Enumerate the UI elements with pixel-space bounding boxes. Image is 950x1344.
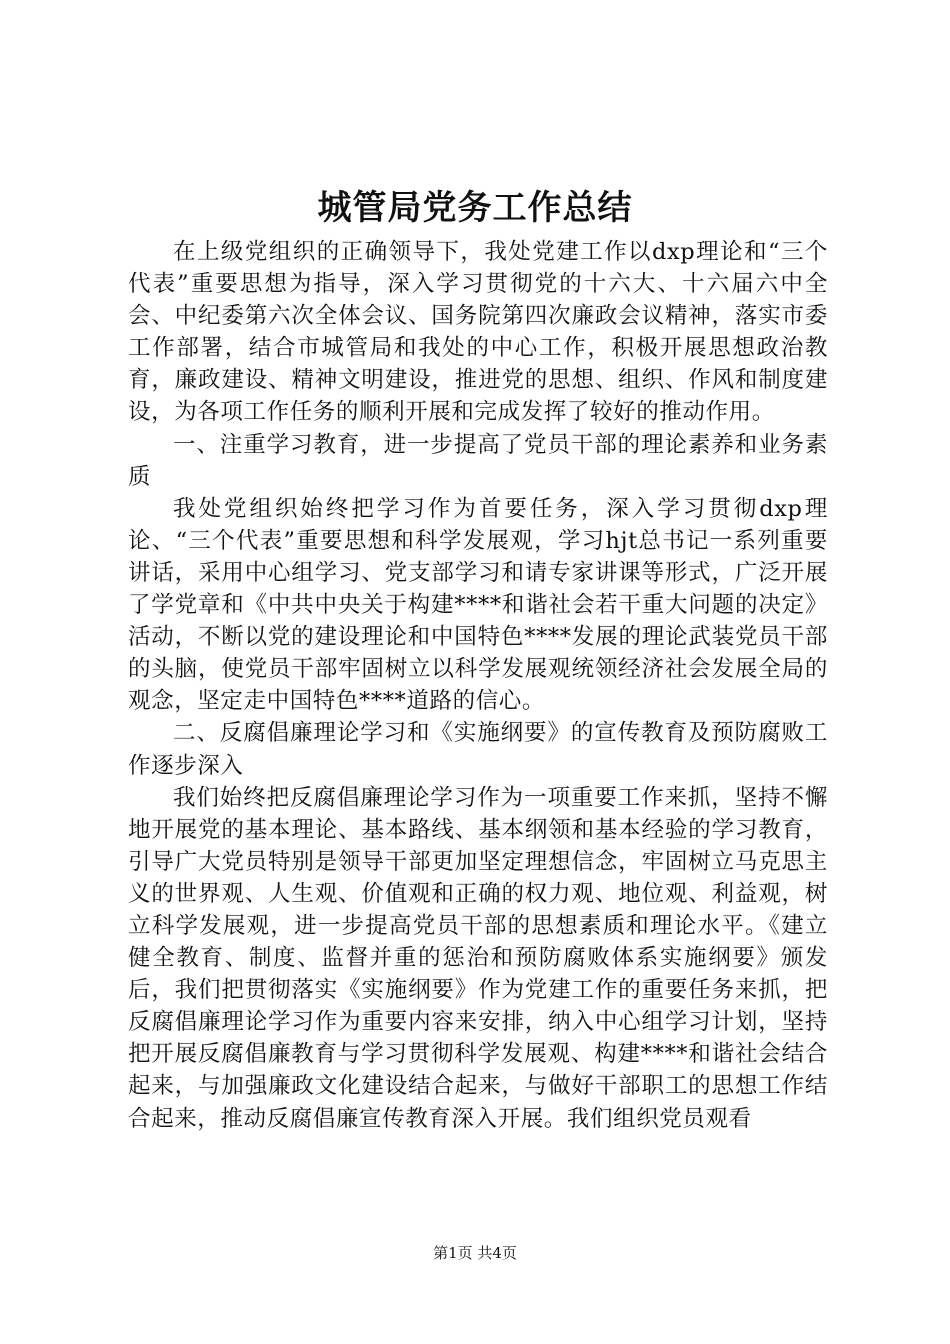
page-number: 第1页 共4页 [433,1244,517,1262]
section-paragraph-1: 我处党组织始终把学习作为首要任务，深入学习贯彻dxp理论、“三个代表”重要思想和科学发展观，学习hjt总书记一系列重要讲话，采用中心组学习、党支部学习和请专家讲课等形式，广泛开展了学党章和《中共中央关于构建****和谐社会若干重大问题的决定》活动，不断以党的建设理论和中国特色****发展的理论武装党员干部的头脑，使党员干部牢固树立以科学发展观统领经济社会发展全局的观念，坚定走中国特色****道路的信心。 [128,495,828,715]
section-heading-1: 一、注重学习教育，进一步提高了党员干部的理论素养和业务素质 [128,431,828,490]
intro-paragraph: 在上级党组织的正确领导下，我处党建工作以dxp理论和“三个代表”重要思想为指导，深入学习贯彻党的十六大、十六届六中全会、中纪委第六次全体会议、国务院第四次廉政会议精神，落实市委工作部署，结合市城管局和我处的中心工作，积极开展思想政治教育，廉政建设、精神文明建设，推进党的思想、组织、作风和制度建设，为各项工作任务的顺利开展和完成发挥了较好的推动作用。 [128,239,828,426]
section-paragraph-2: 我们始终把反腐倡廉理论学习作为一项重要工作来抓，坚持不懈地开展党的基本理论、基本路线、基本纲领和基本经验的学习教育，引导广大党员特别是领导干部更加坚定理想信念，牢固树立马克思主义的世界观、人生观、价值观和正确的权力观、地位观、利益观，树立科学发展观，进一步提高党员干部的思想素质和理论水平。《建立健全教育、制度、监督并重的惩治和预防腐败体系实施纲要》颁发后，我们把贯彻落实《实施纲要》作为党建工作的重要任务来抓，把反腐倡廉理论学习作为重要内容来安排，纳入中心组学习计划，坚持把开展反腐倡廉教育与学习贯彻科学发展观、构建****和谐社会结合起来，与加强廉政文化建设结合起来，与做好干部职工的思想工作结合起来，推动反腐倡廉宣传教育深入开展。我们组织党员观看 [128,784,828,1132]
document-body [128,236,828,1135]
section-heading-2: 二、反腐倡廉理论学习和《实施纲要》的宣传教育及预防腐败工作逐步深入 [128,720,828,779]
document-title: 城管局党务工作总结 [317,188,633,228]
